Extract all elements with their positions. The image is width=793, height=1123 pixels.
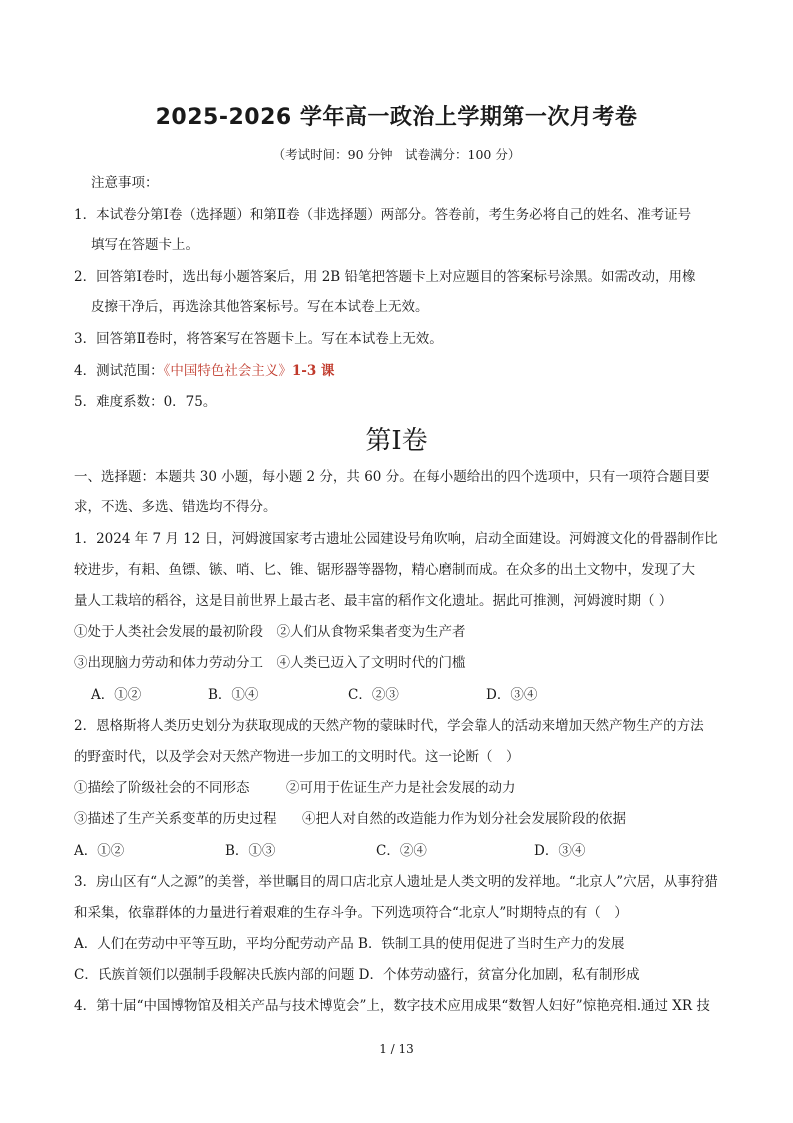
notice-item-3: 3．回答第Ⅱ卷时，将答案写在答题卡上。写在本试卷上无效。 xyxy=(74,331,443,347)
q1-option-b: B．①④ xyxy=(208,687,259,703)
notice-item-1-line-2: 填写在答题卡上。 xyxy=(91,237,199,253)
q1-line-3: 量人工栽培的稻谷，这是目前世界上最古老、最丰富的稻作文化遗址。据此可推测，河姆渡时期（ ） xyxy=(74,593,673,609)
notice-item-2-line-1: 2．回答第Ⅰ卷时，选出每小题答案后，用 2B 铅笔把答题卡上对应题目的答案标号涂黑。如需改动，用橡 xyxy=(74,269,696,285)
q2-line-1: 2．恩格斯将人类历史划分为获取现成的天然产物的蒙昧时代，学会靠人的活动来增加天然产物生产的方法 xyxy=(74,718,704,734)
notice-item-5: 5．难度系数：0．75。 xyxy=(74,394,217,410)
q4-line-1: 4．第十届“中国博物馆及相关产品与技术博览会”上，数字技术应用成果“数智人妇好”惊艳亮相.通过 XR 技 xyxy=(74,998,710,1014)
notice-item-4-prefix: 4．测试范围： xyxy=(74,363,164,379)
exam-title: 2025-2026 学年高一政治上学期第一次月考卷 xyxy=(155,105,638,130)
q3-line-3: A．人们在劳动中平等互助，平均分配劳动产品 B．铁制工具的使用促进了当时生产力的发展 xyxy=(74,936,625,952)
q2-statement-4: ④把人对自然的改造能力作为划分社会发展阶段的依据 xyxy=(302,811,626,827)
q2-option-d: D．③④ xyxy=(534,843,586,859)
q1-option-d: D．③④ xyxy=(486,687,538,703)
instructions-line-2: 求，不选、多选、错选均不得分。 xyxy=(74,499,277,515)
q1-option-c: C．②③ xyxy=(348,687,399,703)
notice-item-4-range: 1-3 课 xyxy=(291,363,335,379)
notice-item-4-book: 《中国特色社会主义》 xyxy=(163,363,292,379)
q2-statement-3: ③描述了生产关系变革的历史过程 xyxy=(74,811,277,827)
notice-item-1-line-1: 1．本试卷分第Ⅰ卷（选择题）和第Ⅱ卷（非选择题）两部分。答卷前，考生务必将自己的姓名、准考证号 xyxy=(74,207,692,223)
notice-item-2-line-2: 皮擦干净后，再选涂其他答案标号。写在本试卷上无效。 xyxy=(91,299,429,315)
q2-statement-1: ①描绘了阶级社会的不同形态 xyxy=(74,780,250,796)
q1-line-2: 较进步，有耜、鱼镖、镞、哨、匕、锥、锯形器等器物，精心磨制而成。在众多的出土文物中，发现了大 xyxy=(74,562,695,578)
notice-item-4 xyxy=(74,362,334,380)
q3-line-2: 和采集，依靠群体的力量进行着艰难的生存斗争。下列选项符合“北京人”时期特点的有（ ） xyxy=(74,905,628,921)
q2-statement-2: ②可用于佐证生产力是社会发展的动力 xyxy=(286,780,516,796)
q3-line-1: 3．房山区有“人之源”的美誉，举世瞩目的周口店北京人遗址是人类文明的发祥地。“北京人”穴居，从事狩猎 xyxy=(74,874,718,890)
notice-heading: 注意事项： xyxy=(91,175,159,191)
page-number: 1 / 13 xyxy=(379,1042,414,1056)
q2-option-b: B．①③ xyxy=(225,843,276,859)
instructions-line-1: 一、选择题：本题共 30 小题，每小题 2 分，共 60 分。在每小题给出的四个选项中，只有一项符合题目要 xyxy=(74,469,710,485)
q1-line-1: 1．2024 年 7 月 12 日，河姆渡国家考古遗址公园建设号角吹响，启动全面建设。河姆渡文化的骨器制作比 xyxy=(74,531,718,547)
q2-option-a: A．①② xyxy=(74,843,125,859)
q1-option-a: A．①② xyxy=(91,687,142,703)
q2-option-c: C．②④ xyxy=(376,843,427,859)
section-title: 第Ⅰ卷 xyxy=(365,426,428,456)
q2-line-2: 的野蛮时代，以及学会对天然产物进一步加工的文明时代。这一论断（ ） xyxy=(74,749,520,765)
q3-line-4: C．氏族首领们以强制手段解决氏族内部的问题 D．个体劳动盛行，贫富分化加剧，私有制形成 xyxy=(74,967,640,983)
exam-subtitle: （考试时间：90 分钟 试卷满分：100 分） xyxy=(272,147,521,162)
q1-statement-1: ①处于人类社会发展的最初阶段 ②人们从食物采集者变为生产者 xyxy=(74,624,466,640)
q1-statement-2: ③出现脑力劳动和体力劳动分工 ④人类已迈入了文明时代的门槛 xyxy=(74,655,466,671)
